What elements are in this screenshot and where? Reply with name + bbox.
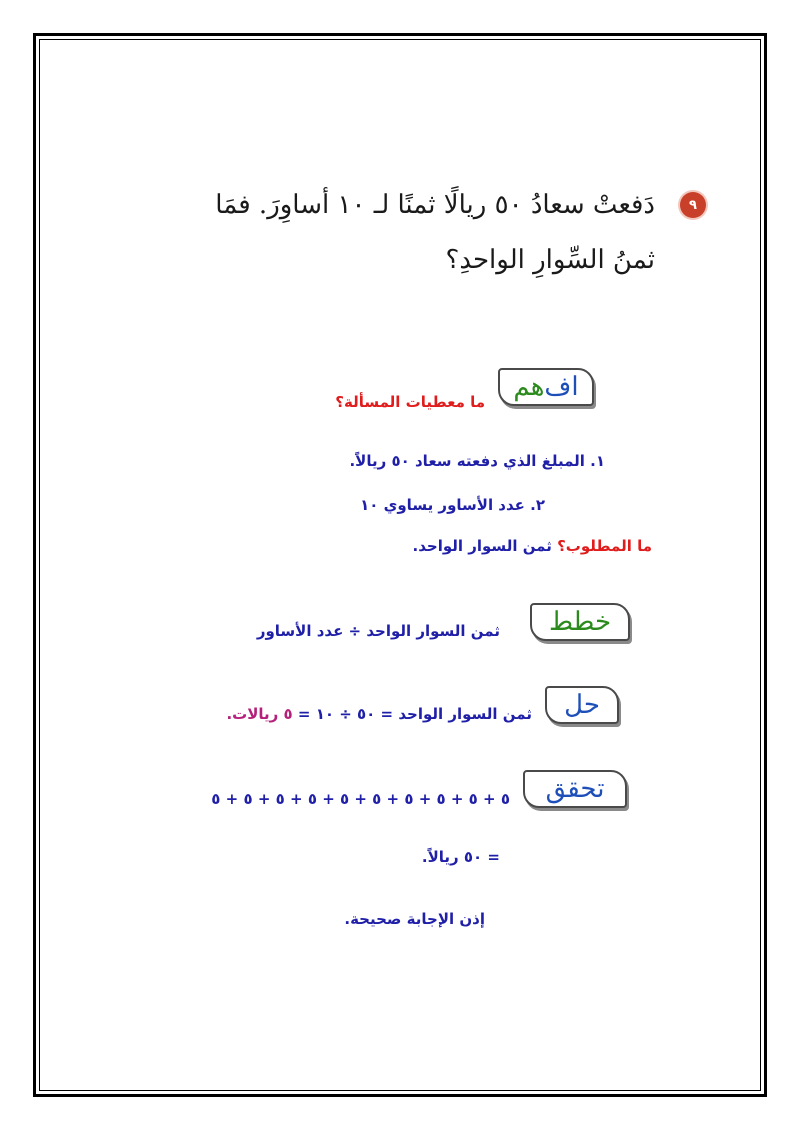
question-line-1: دَفعتْ سعادُ ٥٠ ريالًا ثمنًا لـ ١٠ أساوِرَ. فمَا — [215, 190, 655, 220]
plan-text: ثمن السوار الواحد ÷ عدد الأساور — [256, 622, 500, 640]
tag-plan: خطط — [530, 603, 630, 641]
tag-understand-suffix: هم — [513, 372, 545, 402]
given-item-1: ١. المبلغ الذي دفعته سعاد ٥٠ ريالاً. — [349, 452, 605, 470]
given-item-2: ٢. عدد الأساور يساوي ١٠ — [360, 496, 545, 514]
check-equals: = ٥٠ ريالاً. — [421, 848, 500, 866]
required-label: ما المطلوب؟ — [557, 537, 652, 555]
given-question: ما معطيات المسألة؟ — [335, 393, 485, 411]
required-value: ثمن السوار الواحد. — [412, 537, 558, 555]
solve-result: ٥ ريالات. — [226, 705, 293, 723]
tag-check: تحقق — [523, 770, 627, 808]
required-line — [413, 537, 652, 555]
check-sum: ٥ + ٥ + ٥ + ٥ + ٥ + ٥ + ٥ + ٥ + ٥ + ٥ — [211, 790, 510, 808]
solve-equation: ثمن السوار الواحد = ٥٠ ÷ ١٠ = — [292, 705, 532, 723]
question-number-badge: ٩ — [680, 192, 706, 218]
tag-understand-prefix: اف — [544, 372, 579, 402]
check-conclusion: إذن الإجابة صحيحة. — [344, 910, 485, 928]
tag-solve: حل — [545, 686, 619, 724]
tag-understand — [498, 368, 594, 406]
solve-line — [226, 705, 532, 723]
question-line-2: ثمنُ السِّوارِ الواحدِ؟ — [445, 245, 655, 275]
